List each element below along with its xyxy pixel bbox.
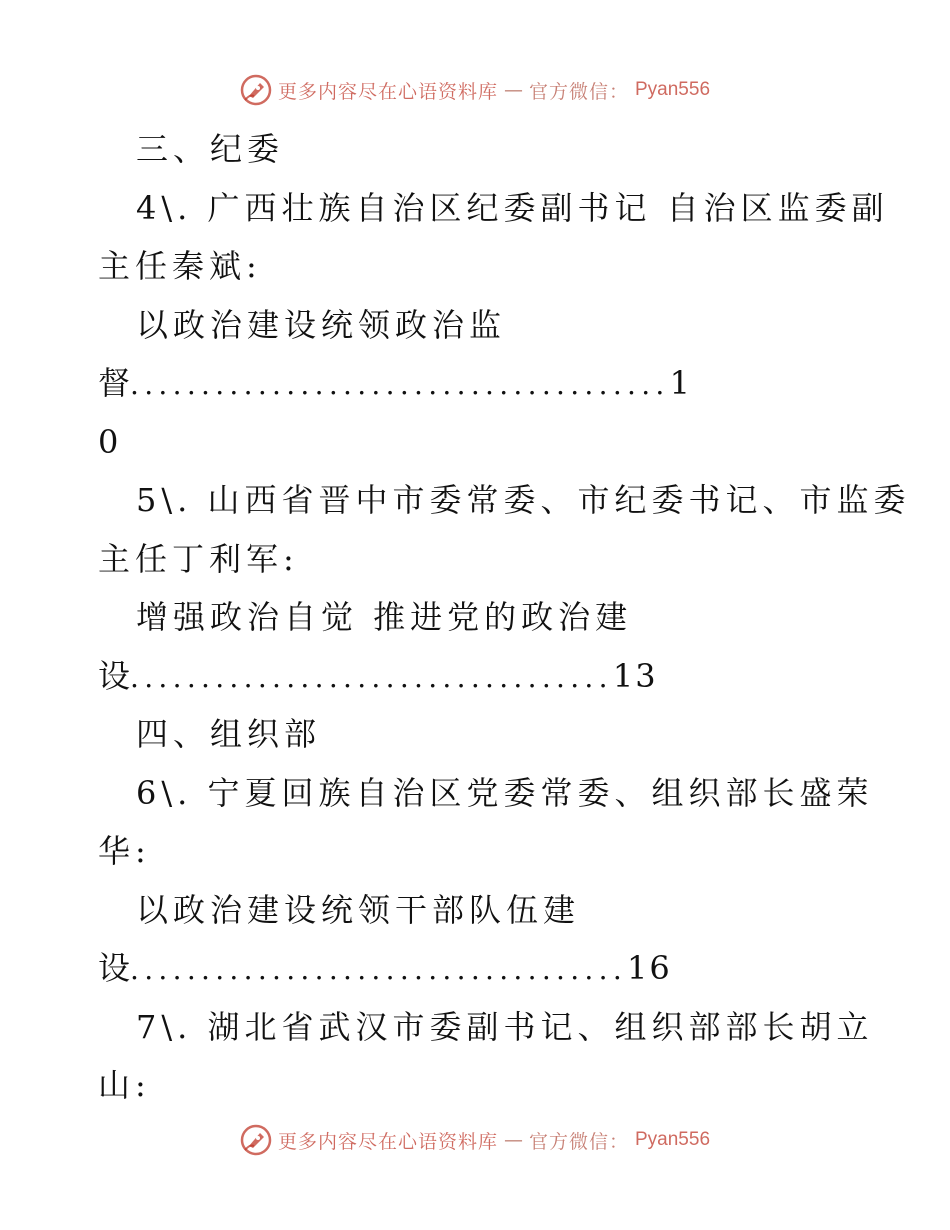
- section-heading-discipline: 三、纪委: [136, 130, 285, 168]
- toc-entry-6-title-end: 设: [98, 949, 131, 987]
- toc-entry-5-title-end: 设: [98, 656, 131, 695]
- toc-entry-5-author-line1: 5\. 山西省晋中市委常委、市纪委书记、市监委: [136, 481, 911, 519]
- watermark-dash: —: [503, 79, 523, 101]
- section-heading-organization: 四、组织部: [136, 715, 322, 753]
- dot-leader: ...................................: [130, 953, 628, 986]
- pen-nib-logo-icon: [240, 1124, 272, 1156]
- pen-nib-logo-icon: [240, 74, 272, 106]
- page-number: 13: [612, 656, 658, 695]
- watermark-dash: —: [503, 1129, 523, 1151]
- page-number: 16: [627, 949, 672, 987]
- page-number-wrap: 0: [98, 422, 124, 461]
- watermark-label: 官方微信：: [528, 1130, 629, 1153]
- toc-entry-4-title: 以政治建设统领政治监: [136, 305, 507, 344]
- toc-entry-4-author-line1: 4\. 广西壮族自治区纪委副书记 自治区监委副: [136, 188, 889, 227]
- toc-entry-6-leader: [98, 939, 858, 998]
- toc-entry-4-title-end: 督: [98, 364, 131, 402]
- toc-content: [98, 120, 911, 1115]
- toc-entry-7-author-line1: 7\. 湖北省武汉市委副书记、组织部部长胡立: [136, 1007, 874, 1046]
- page-number: 1: [669, 364, 692, 402]
- toc-entry-6-author-line2: 华:: [98, 832, 151, 870]
- toc-entry-5-leader: [98, 647, 858, 706]
- toc-entry-6-author-line1: 6\. 宁夏回族自治区党委常委、组织部长盛荣: [136, 773, 874, 812]
- dot-leader: ......................................: [130, 368, 670, 401]
- watermark-text: 更多内容尽在心语资料库: [277, 80, 498, 103]
- watermark-label: 官方微信：: [528, 80, 629, 103]
- toc-entry-7-author-line2: 山:: [98, 1066, 151, 1104]
- dot-leader: ..................................: [130, 660, 613, 694]
- toc-entry-6-title: 以政治建设统领干部队伍建: [136, 890, 581, 929]
- toc-entry-4-leader: [98, 354, 858, 413]
- watermark-header: [0, 70, 950, 110]
- watermark-text: 更多内容尽在心语资料库: [277, 1130, 498, 1153]
- toc-entry-5-author-line2: 主任丁利军:: [98, 539, 299, 578]
- watermark-id: Pyan556: [635, 79, 711, 100]
- watermark-id: Pyan556: [635, 1129, 711, 1150]
- toc-entry-5-title: 增强政治自觉 推进党的政治建: [136, 598, 633, 636]
- watermark-footer: [0, 1120, 950, 1160]
- toc-entry-4-author-line2: 主任秦斌:: [98, 247, 262, 285]
